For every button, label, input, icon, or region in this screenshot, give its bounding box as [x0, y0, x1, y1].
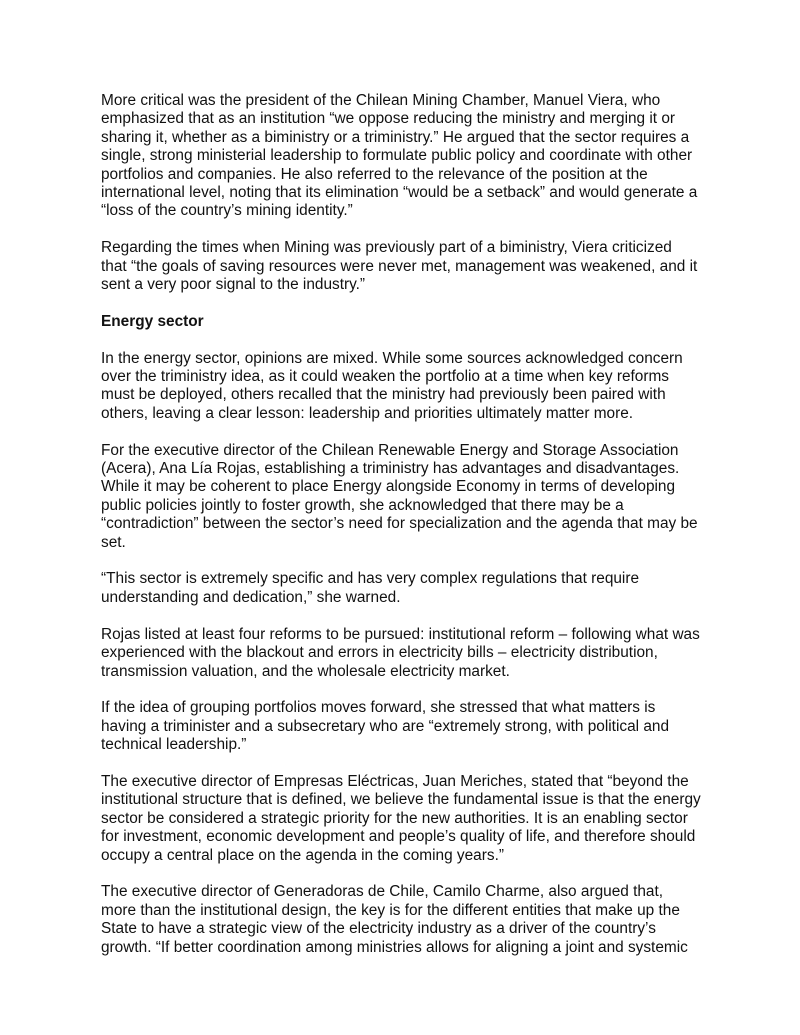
text-line: institutional structure that is defined, we believe the fundamental issue is that the energy [101, 791, 701, 809]
text-line: Rojas listed at least four reforms to be pursued: institutional reform – following what was [101, 625, 700, 643]
text-line: The executive director of Generadoras de Chile, Camilo Charme, also argued that, [101, 883, 664, 901]
paragraph [101, 442, 761, 552]
text-line: (Acera), Ana Lía Rojas, establishing a triministry has advantages and disadvantages. [101, 460, 680, 478]
text-line: experienced with the blackout and errors in electricity bills – electricity distribution, [101, 644, 658, 662]
text-line: sector be considered a strategic priority for the new authorities. It is an enabling sector [101, 809, 688, 827]
text-line: transmission valuation, and the wholesale electricity market. [101, 662, 510, 680]
text-line: understanding and dedication,” she warned. [101, 588, 401, 606]
paragraph [101, 626, 761, 681]
paragraph [101, 92, 761, 221]
text-line: The executive director of Empresas Eléctricas, Juan Meriches, stated that “beyond the [101, 772, 689, 790]
text-line: for investment, economic development and people’s quality of life, and therefore should [101, 828, 696, 846]
text-line: that “the goals of saving resources were never met, management was weakened, and it [101, 257, 698, 275]
text-line: “loss of the country’s mining identity.” [101, 202, 353, 220]
text-line: occupy a central place on the agenda in the coming years.” [101, 846, 504, 864]
paragraph [101, 239, 761, 294]
paragraph [101, 699, 761, 754]
text-line: For the executive director of the Chilean Renewable Energy and Storage Association [101, 441, 679, 459]
text-line: more than the institutional design, the key is for the different entities that make up the [101, 901, 680, 919]
text-line: “This sector is extremely specific and has very complex regulations that require [101, 570, 640, 588]
text-line: growth. “If better coordination among ministries allows for aligning a joint and systemic [101, 938, 688, 956]
text-line: “contradiction” between the sector’s need for specialization and the agenda that may be [101, 515, 698, 533]
text-line: sent a very poor signal to the industry.” [101, 276, 366, 294]
paragraph [101, 773, 761, 865]
paragraph [101, 570, 761, 607]
text-line: over the triministry idea, as it could weaken the portfolio at a time when key reforms [101, 368, 669, 386]
text-line: In the energy sector, opinions are mixed. While some sources acknowledged concern [101, 349, 683, 367]
text-line: international level, noting that its elimination “would be a setback” and would generate a [101, 184, 698, 202]
text-line: technical leadership.” [101, 736, 247, 754]
text-line: If the idea of grouping portfolios moves forward, she stressed that what matters is [101, 699, 656, 717]
text-line: Regarding the times when Mining was previously part of a biministry, Viera criticized [101, 239, 672, 257]
text-line: While it may be coherent to place Energy alongside Economy in terms of developing [101, 478, 676, 496]
document-body [101, 92, 761, 975]
text-line: others, leaving a clear lesson: leadership and priorities ultimately matter more. [101, 404, 634, 422]
paragraph [101, 350, 761, 424]
text-line: must be deployed, others recalled that the ministry had previously been paired with [101, 386, 666, 404]
text-line: emphasized that as an institution “we oppose reducing the ministry and merging it or [101, 110, 676, 128]
text-line: sharing it, whether as a biministry or a triministry.” He argued that the sector requires a [101, 128, 690, 146]
text-line: More critical was the president of the Chilean Mining Chamber, Manuel Viera, who [101, 92, 661, 109]
text-line: portfolios and companies. He also referred to the relevance of the position at the [101, 165, 648, 183]
section-heading [101, 313, 761, 331]
text-line: State to have a strategic view of the electricity industry as a driver of the country’s [101, 920, 656, 938]
text-line: single, strong ministerial leadership to formulate public policy and coordinate with other [101, 147, 693, 165]
text-line: set. [101, 533, 126, 551]
text-line: Energy sector [101, 312, 204, 330]
text-line: public policies jointly to foster growth, she acknowledged that there may be a [101, 496, 624, 514]
paragraph [101, 883, 761, 957]
text-line: having a triminister and a subsecretary who are “extremely strong, with political and [101, 717, 670, 735]
